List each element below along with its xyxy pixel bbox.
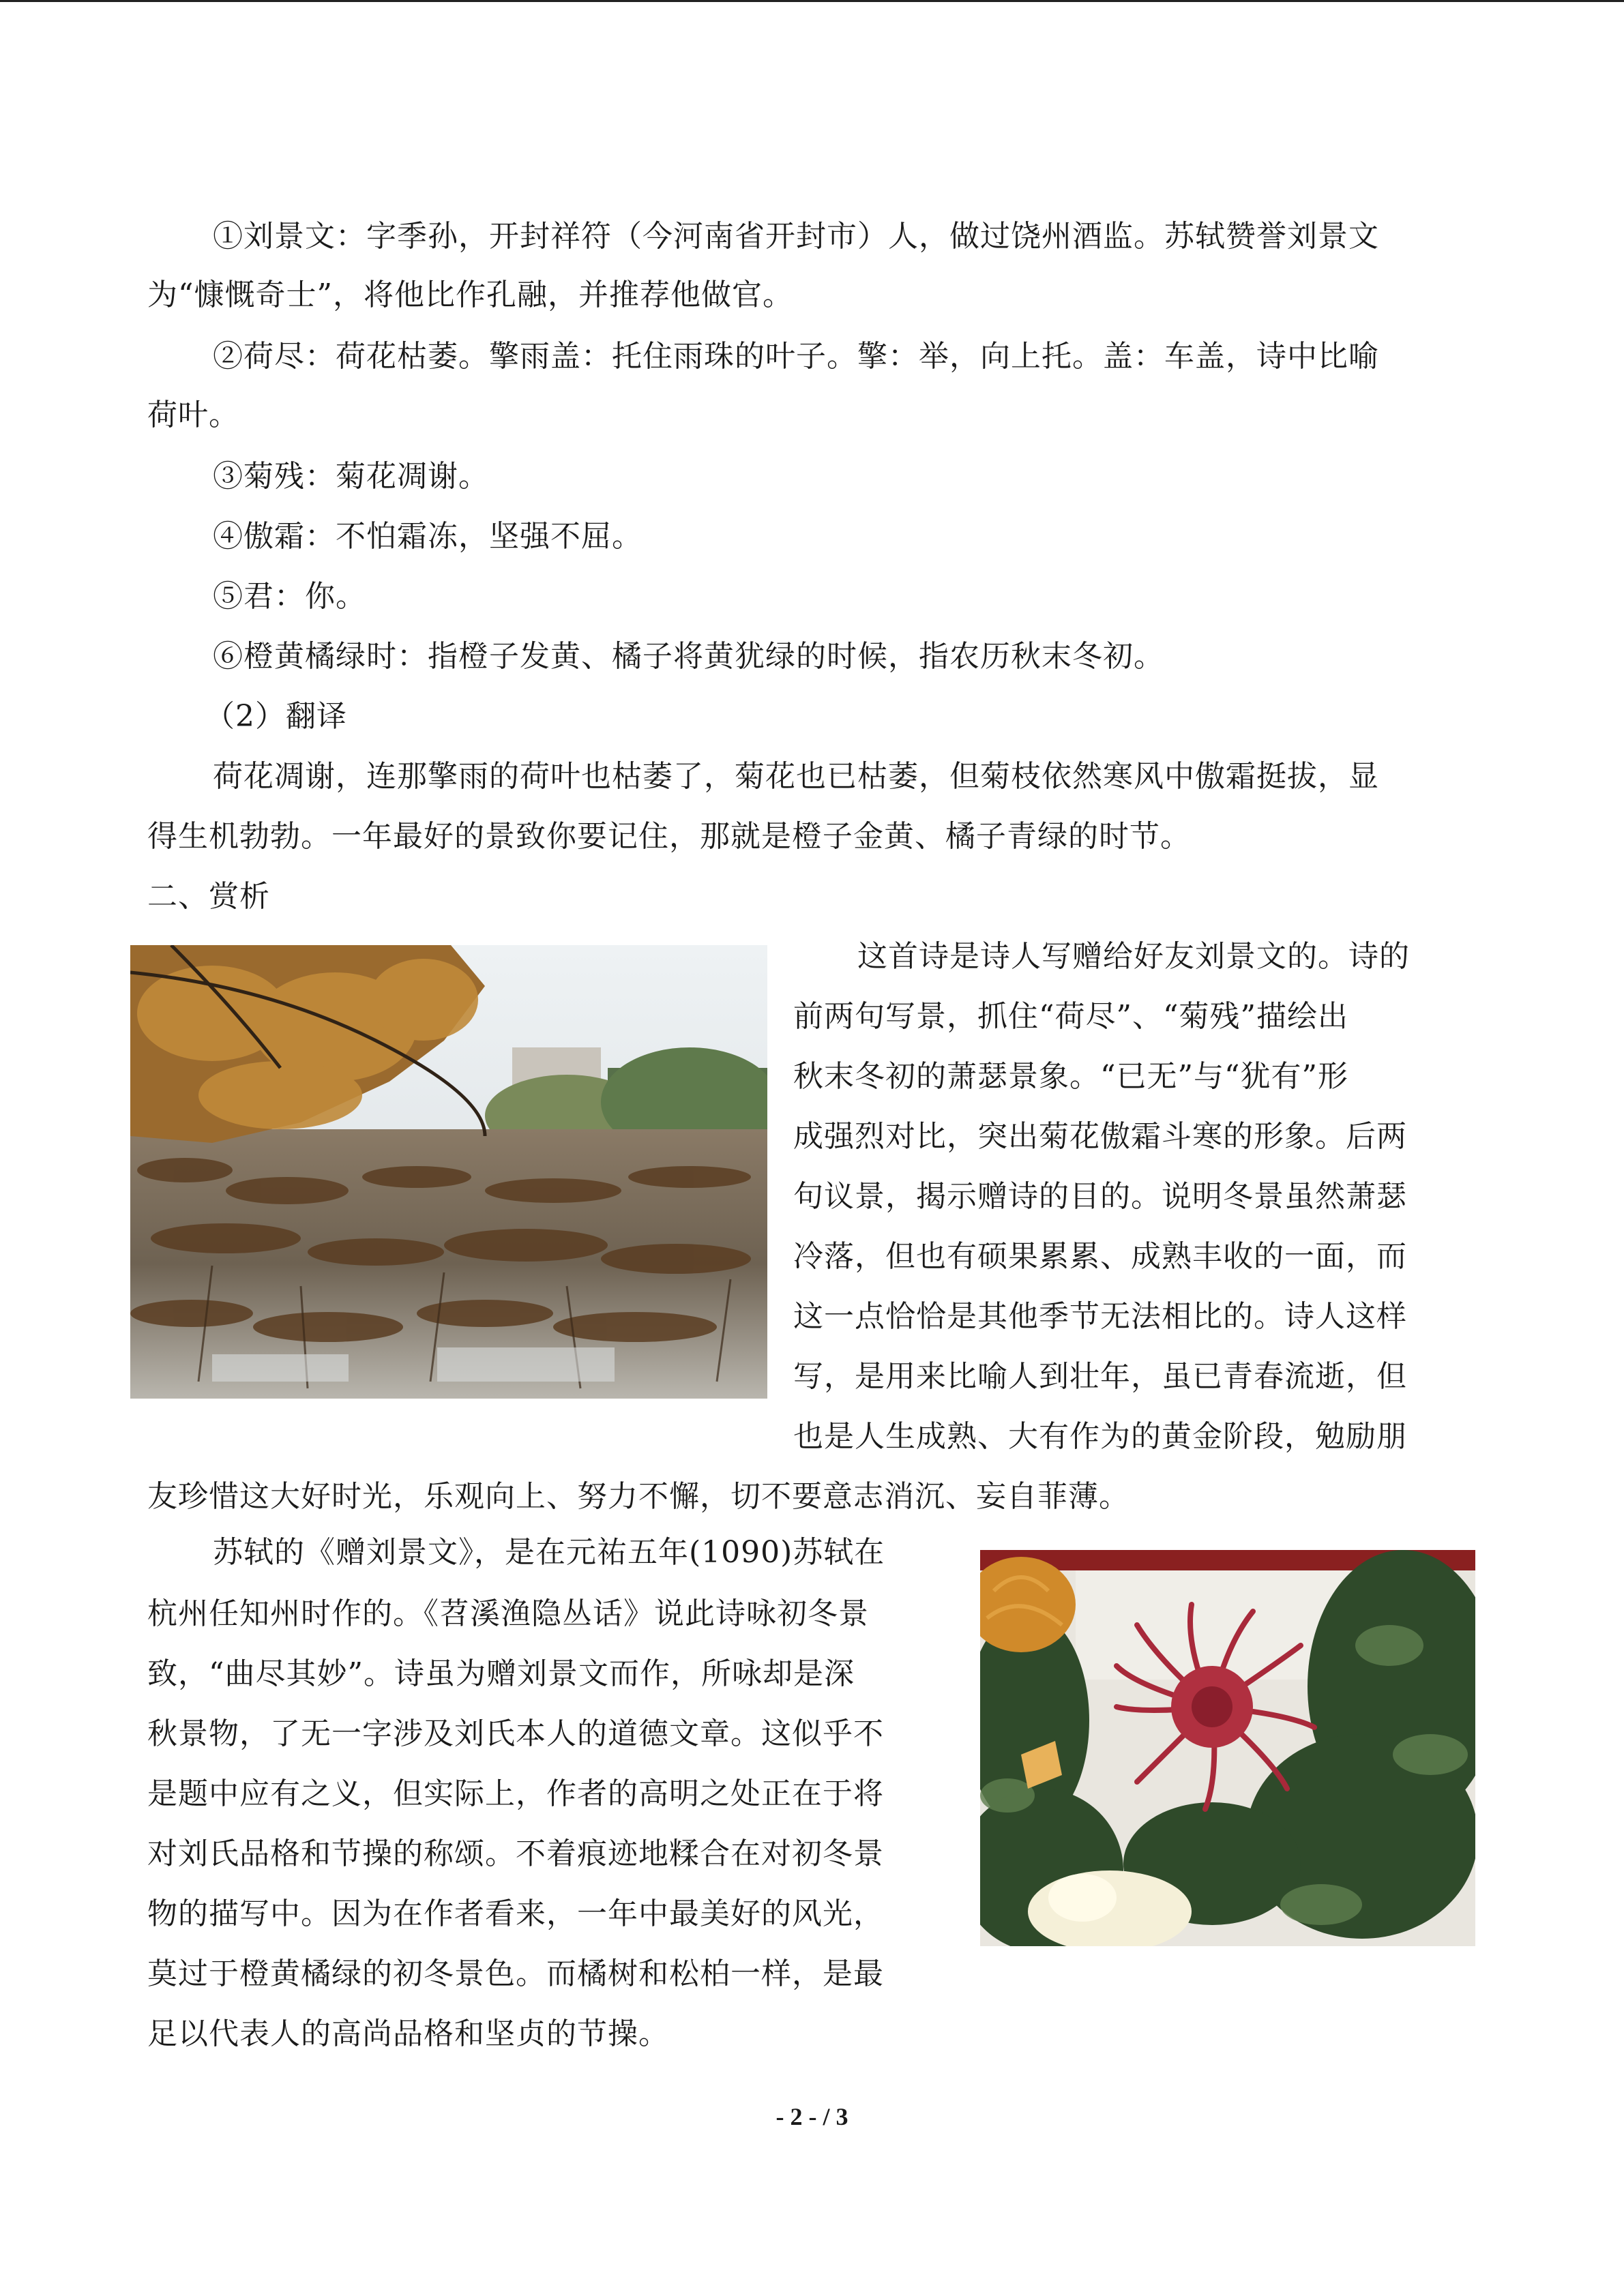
note-1-line-1: ①刘景文：字季孙，开封祥符（今河南省开封市）人，做过饶州酒监。苏轼赞誉刘景文	[213, 219, 1379, 254]
appreciation-p1-line-1: 这首诗是诗人写赠给好友刘景文的。诗的	[857, 939, 1410, 974]
top-border	[0, 0, 1624, 2]
note-3: ③菊残：菊花凋谢。	[213, 459, 489, 494]
appreciation-p1-line-8: 写，是用来比喻人到壮年，虽已青春流逝，但	[793, 1359, 1407, 1394]
note-4: ④傲霜：不怕霜冻，坚强不屈。	[213, 519, 643, 554]
appreciation-p1-line-10: 友珍惜这大好时光，乐观向上、努力不懈，切不要意志消沉、妄自菲薄。	[147, 1479, 1130, 1514]
chrysanthemum-photo	[980, 1550, 1475, 1946]
appreciation-p2-line-1: 苏轼的《赠刘景文》，是在元祐五年(1090)苏轼在	[213, 1535, 885, 1570]
appreciation-heading: 二、赏析	[147, 879, 270, 914]
note-2-line-1: ②荷尽：荷花枯萎。擎雨盖：托住雨珠的叶子。擎：举，向上托。盖：车盖，诗中比喻	[213, 339, 1379, 374]
appreciation-p2-line-6: 对刘氏品格和节操的称颂。不着痕迹地糅合在对初冬景	[147, 1836, 884, 1871]
appreciation-p2-line-2: 杭州任知州时作的。《苕溪渔隐丛话》说此诗咏初冬景	[147, 1596, 869, 1631]
appreciation-p2-line-9: 足以代表人的高尚品格和坚贞的节操。	[147, 2016, 669, 2051]
appreciation-p1-line-7: 这一点恰恰是其他季节无法相比的。诗人这样	[793, 1299, 1407, 1334]
appreciation-p1-line-5: 句议景，揭示赠诗的目的。说明冬景虽然萧瑟	[793, 1179, 1407, 1214]
note-2-line-2: 荷叶。	[147, 398, 239, 432]
translation-line-1: 荷花凋谢，连那擎雨的荷叶也枯萎了，菊花也已枯萎，但菊枝依然寒风中傲霜挺拔，显	[213, 759, 1379, 794]
note-1-line-2: 为“慷慨奇士”，将他比作孔融，并推荐他做官。	[147, 278, 793, 312]
appreciation-p1-line-2: 前两句写景，抓住“荷尽”、“菊残”描绘出	[793, 999, 1348, 1034]
appreciation-p2-line-4: 秋景物，了无一字涉及刘氏本人的道德文章。这似乎不	[147, 1716, 884, 1751]
note-5: ⑤君：你。	[213, 579, 366, 614]
page-number: - 2 - / 3	[776, 2103, 848, 2130]
appreciation-p2-line-8: 莫过于橙黄橘绿的初冬景色。而橘树和松柏一样，是最	[147, 1956, 884, 1991]
appreciation-p1-line-3: 秋末冬初的萧瑟景象。“已无”与“犹有”形	[793, 1059, 1348, 1094]
appreciation-p2-line-3: 致，“曲尽其妙”。诗虽为赠刘景文而作，所咏却是深	[147, 1656, 855, 1691]
appreciation-p2-line-7: 物的描写中。因为在作者看来，一年中最美好的风光，	[147, 1896, 884, 1931]
appreciation-p1-line-9: 也是人生成熟、大有作为的黄金阶段，勉励朋	[793, 1419, 1407, 1454]
appreciation-p2-line-5: 是题中应有之义，但实际上，作者的高明之处正在于将	[147, 1776, 884, 1811]
translation-heading: （2）翻译	[205, 699, 347, 734]
appreciation-p1-line-4: 成强烈对比，突出菊花傲霜斗寒的形象。后两	[793, 1119, 1407, 1154]
note-6: ⑥橙黄橘绿时：指橙子发黄、橘子将黄犹绿的时候，指农历秋末冬初。	[213, 639, 1164, 674]
lotus-pond-photo	[130, 945, 767, 1399]
appreciation-p1-line-6: 冷落，但也有硕果累累、成熟丰收的一面，而	[793, 1239, 1407, 1274]
translation-line-2: 得生机勃勃。一年最好的景致你要记住，那就是橙子金黄、橘子青绿的时节。	[147, 819, 1191, 854]
